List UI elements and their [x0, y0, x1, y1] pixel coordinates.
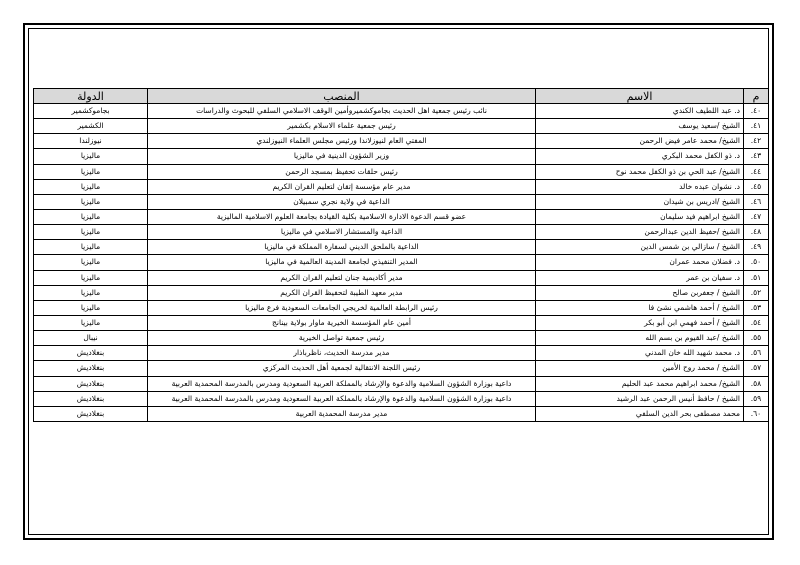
row-country: ماليزيا [34, 225, 148, 240]
row-country: بنغلاديش [34, 346, 148, 361]
table-row [34, 179, 769, 194]
row-number: ٥٢. [744, 285, 769, 300]
row-name: الشيخ/ محمد ابراهيم محمد عبد الحليم [536, 376, 744, 391]
row-position: مدير معهد الطيبة لتحفيظ القران الكريم [148, 285, 536, 300]
row-position: مدير أكاديمية جنان لتعليم القران الكريم [148, 270, 536, 285]
table-row [34, 361, 769, 376]
table-row [34, 149, 769, 164]
participants-table [33, 88, 769, 422]
row-number: ٤٤. [744, 164, 769, 179]
row-name: د. نشوان عبده خالد [536, 179, 744, 194]
table-row [34, 194, 769, 209]
table-row [34, 285, 769, 300]
row-position: داعية بوزارة الشؤون السلامية والدعوة والإرشاد بالمملكة العربية السعودية ومدرس بالمدرسة المحمدية العربية [148, 376, 536, 391]
row-name: د. سفيان بن عمر [536, 270, 744, 285]
header-country: الدولة [34, 89, 148, 104]
row-position: الداعية في ولاية نجري سمبيلان [148, 194, 536, 209]
table-row [34, 315, 769, 330]
row-country: بنغلاديش [34, 391, 148, 406]
row-name: الشيخ ابراهيم فيد سليمان [536, 209, 744, 224]
row-position: مدير عام مؤسسة إتقان لتعليم القران الكريم [148, 179, 536, 194]
table-row [34, 240, 769, 255]
row-country: نيوزلندا [34, 134, 148, 149]
header-num: م [744, 89, 769, 104]
row-position: الداعية بالملحق الديني لسفارة المملكة في ماليزيا [148, 240, 536, 255]
row-position: مدير مدرسة الحديث، ناظرباذار [148, 346, 536, 361]
row-number: ٤١. [744, 119, 769, 134]
row-name: الشيخ / حافظ أنيس الرحمن عبد الرشيد [536, 391, 744, 406]
row-position: رئيس جمعية علماء الاسلام بكشمير [148, 119, 536, 134]
row-name: الشيخ/ عبد الحي بن ذو الكفل محمد نوح [536, 164, 744, 179]
row-country: بنغلاديش [34, 361, 148, 376]
row-position: رئيس جمعية تواصل الخيرية [148, 331, 536, 346]
row-country: بنغلاديش [34, 406, 148, 421]
header-name: الاسم [536, 89, 744, 104]
row-name: الشيخ/ محمد عامر فيض الرحمن [536, 134, 744, 149]
row-number: ٤٣. [744, 149, 769, 164]
row-position: رئيس الرابطة العالمية لخريجي الجامعات السعودية فرع ماليزيا [148, 300, 536, 315]
row-number: ٤٥. [744, 179, 769, 194]
row-country: ماليزيا [34, 285, 148, 300]
row-position: وزير الشؤون الدينية في ماليزيا [148, 149, 536, 164]
row-country: بجاموكشمير [34, 104, 148, 119]
row-number: ٤٢. [744, 134, 769, 149]
row-number: ٤٩. [744, 240, 769, 255]
row-name: د. محمد شهيد الله خان المدني [536, 346, 744, 361]
row-number: ٥٣. [744, 300, 769, 315]
row-number: ٥٨. [744, 376, 769, 391]
row-country: ماليزيا [34, 164, 148, 179]
row-name: الشيخ /حفيظ الدين عبدالرحمن [536, 225, 744, 240]
row-position: أمين عام المؤسسة الخيرية ماوار بولاية بينانج [148, 315, 536, 330]
row-name: الشيخ / أحمد فهمي ابن أبو بكر [536, 315, 744, 330]
row-country: ماليزيا [34, 149, 148, 164]
table-row [34, 391, 769, 406]
row-number: ٥٧. [744, 361, 769, 376]
table-row [34, 406, 769, 421]
row-number: ٤٨. [744, 225, 769, 240]
row-country: ماليزيا [34, 300, 148, 315]
row-position: مدير مدرسة المحمدية العربية [148, 406, 536, 421]
table-row [34, 134, 769, 149]
table-row [34, 331, 769, 346]
row-name: الشيخ / سازالي بن شمس الدين [536, 240, 744, 255]
table-row [34, 104, 769, 119]
row-position: الداعية والمستشار الاسلامي في ماليزيا [148, 225, 536, 240]
row-number: ٦٠. [744, 406, 769, 421]
row-country: ماليزيا [34, 194, 148, 209]
row-country: الكشمير [34, 119, 148, 134]
table-row [34, 270, 769, 285]
row-number: ٤٧. [744, 209, 769, 224]
table-row [34, 255, 769, 270]
table-row [34, 376, 769, 391]
row-position: داعية بوزارة الشؤون السلامية والدعوة والإرشاد بالمملكة العربية السعودية ومدرس بالمدرسة المحمدية العربية [148, 391, 536, 406]
table-row [34, 225, 769, 240]
row-number: ٥٠. [744, 255, 769, 270]
row-number: ٥٥. [744, 331, 769, 346]
row-number: ٥٦. [744, 346, 769, 361]
row-name: الشيخ /ادريس بن شيدان [536, 194, 744, 209]
row-name: د. عبد اللطيف الكندي [536, 104, 744, 119]
row-position: نائب رئيس جمعية اهل الحديث بجاموكشميروأمين الوقف الاسلامي السلفي للبحوث والدراسات [148, 104, 536, 119]
row-country: نيبال [34, 331, 148, 346]
header-position: المنصب [148, 89, 536, 104]
row-country: ماليزيا [34, 179, 148, 194]
row-position: رئيس حلقات تحفيظ بمسجد الرحمن [148, 164, 536, 179]
row-number: ٥١. [744, 270, 769, 285]
row-country: ماليزيا [34, 315, 148, 330]
row-name: د. فضلان محمد عمران [536, 255, 744, 270]
row-name: محمد مصطفى بحر الدين السلفي [536, 406, 744, 421]
table-header-row [34, 89, 769, 104]
row-number: ٤٦. [744, 194, 769, 209]
row-country: ماليزيا [34, 209, 148, 224]
table-row [34, 119, 769, 134]
table-row [34, 346, 769, 361]
row-name: الشيخ / جعفربن صالح [536, 285, 744, 300]
row-number: ٥٩. [744, 391, 769, 406]
row-position: المفتي العام لنيوزلاندا ورئيس مجلس العلماء النيوزلندي [148, 134, 536, 149]
row-country: بنغلاديش [34, 376, 148, 391]
row-position: عضو قسم الدعوة الادارة الاسلامية بكلية القيادة بجامعة العلوم الاسلامية الماليزية [148, 209, 536, 224]
row-name: الشيخ / أحمد هاشمي نشئ فا [536, 300, 744, 315]
row-position: رئيس اللجنة الانتقالية لجمعية أهل الحديث المركزي [148, 361, 536, 376]
row-name: د. ذو الكفل محمد البكري [536, 149, 744, 164]
row-country: ماليزيا [34, 255, 148, 270]
table-row [34, 209, 769, 224]
row-number: ٤٠. [744, 104, 769, 119]
row-country: ماليزيا [34, 240, 148, 255]
table-row [34, 164, 769, 179]
row-number: ٥٤. [744, 315, 769, 330]
row-country: ماليزيا [34, 270, 148, 285]
row-name: الشيخ /سعيد يوسف [536, 119, 744, 134]
row-name: الشيخ /عبد القيوم بن بسم الله [536, 331, 744, 346]
row-name: الشيخ / محمد روح الأمين [536, 361, 744, 376]
table-row [34, 300, 769, 315]
row-position: المدير التنفيذي لجامعة المدينة العالمية في ماليزيا [148, 255, 536, 270]
